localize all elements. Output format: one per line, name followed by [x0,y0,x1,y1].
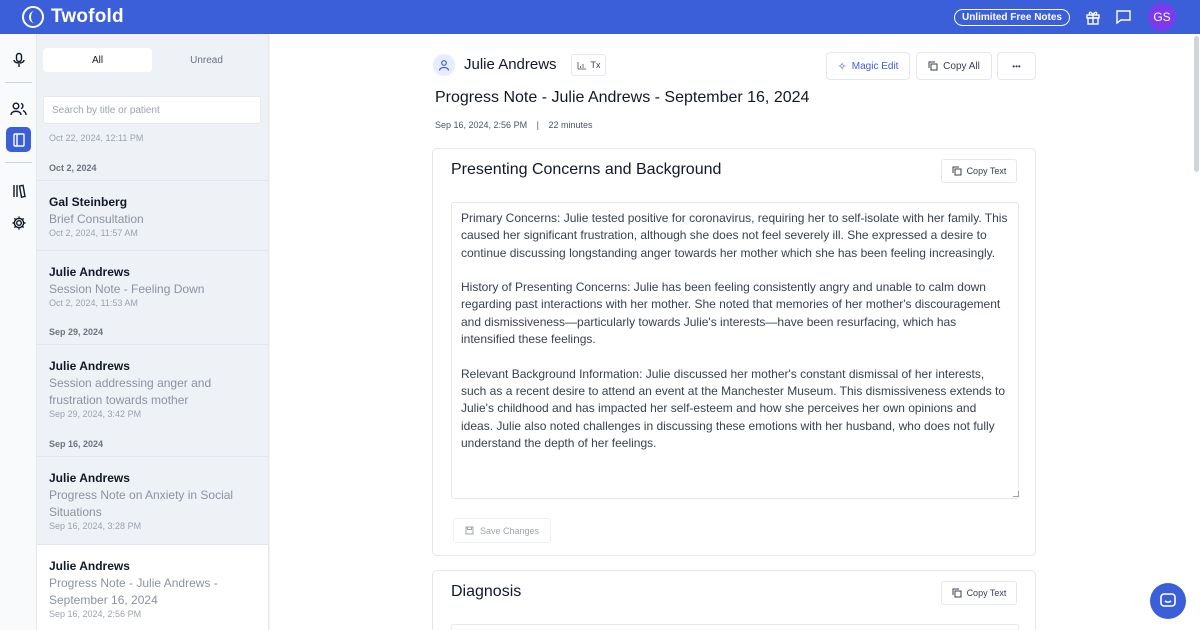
filter-tabs [43,48,261,72]
list-item-title: Session addressing anger and frustration towards mother [49,376,212,407]
list-item-patient: Julie Andrews [49,559,130,573]
meta-separator: | [536,120,539,130]
copy-icon [952,166,962,176]
list-item-time: Sep 16, 2024, 2:56 PM [49,609,142,619]
list-item-time: Oct 2, 2024, 11:53 AM [49,298,138,308]
unlimited-free-notes-badge[interactable]: Unlimited Free Notes [954,9,1070,26]
list-item-patient: Julie Andrews [49,471,130,485]
twofold-logo-icon [22,6,44,28]
list-item-time: Sep 29, 2024, 3:42 PM [49,409,142,419]
note-body-textarea[interactable]: Primary Concerns: Julie tested positive for coronavirus, requiring her to self-isolate with her family. This caused her significant frustration, although she does not feel severely ill. She expressed a desire to continue discussing longstanding anger towards her mother which she has been feeling increasingly. History of Presenting Concerns: Julie has been feeling consistently angry and unable to calm down regarding past interactions with her mother. She noted that memories of her mother's discouragement and dismissiveness—particularly towards Julie's interests—have been resurfacing, which has intensified these feelings. Relevant Background Information: Julie discussed her mother's constant dismissal of her interests, such as a recent desire to attend an event at the Manchester Museum. This dismissiveness extends to Julie's childhood and has impacted her self-esteem and how she perceives her own opinions and ideas. Julie also noted challenges in discussing these emotions with her husband, who does not fully understand the depth of her feelings. [451,202,1019,499]
notebook-icon[interactable] [6,127,31,152]
user-avatar[interactable]: GS [1148,3,1176,31]
tab-all[interactable]: All [43,48,152,72]
tx-button[interactable] [571,54,606,76]
note-body-textarea[interactable] [451,624,1019,630]
copy-text-label: Copy Text [966,588,1007,598]
message-icon[interactable] [1114,8,1132,26]
brand-name: Twofold [51,6,124,27]
list-item-patient: Julie Andrews [49,265,130,279]
list-item-time: Oct 22, 2024, 12:11 PM [49,133,144,143]
icon-rail [0,34,37,630]
date-group-header: Sep 29, 2024 [49,327,104,337]
magic-wand-icon: ✧ [837,60,847,73]
note-title: Progress Note - Julie Andrews - September 16, 2024 [435,89,810,106]
copy-all-label: Copy All [943,60,980,72]
section-heading: Presenting Concerns and Background [451,161,722,178]
note-duration: 22 minutes [548,120,593,130]
patient-name[interactable]: Julie Andrews [464,56,557,73]
copy-all-button[interactable] [916,52,992,80]
brand[interactable] [22,6,124,28]
save-changes-button[interactable] [453,518,551,543]
copy-icon [928,61,938,71]
tx-label: Tx [590,60,601,70]
chat-icon [1159,592,1177,610]
section-card [432,570,1036,630]
list-item-title: Session Note - Feeling Down [49,282,205,296]
magic-edit-button[interactable] [826,52,910,80]
rail-divider [5,82,32,83]
copy-text-button[interactable] [941,159,1017,183]
save-changes-label: Save Changes [479,525,540,536]
save-icon [465,526,474,535]
patient-icon [433,54,455,76]
section-card [432,148,1036,556]
copy-text-button[interactable] [941,581,1017,605]
list-item-time: Oct 2, 2024, 11:57 AM [49,228,138,238]
tab-unread[interactable]: Unread [190,54,223,66]
list-item-selected[interactable] [37,544,268,630]
chat-widget-button[interactable] [1150,583,1186,619]
list-item-patient: Julie Andrews [49,359,130,373]
more-options-button[interactable]: ••• [997,52,1036,80]
notes-list [37,34,269,630]
users-icon[interactable] [6,96,31,121]
gear-icon[interactable] [6,210,31,235]
copy-icon [952,588,962,598]
magic-edit-label: Magic Edit [851,60,899,72]
list-item-patient: Gal Steinberg [49,195,128,209]
list-item-title: Brief Consultation [49,212,144,226]
library-icon[interactable] [6,178,31,203]
list-item[interactable] [37,180,268,250]
list-item[interactable] [37,344,268,434]
resize-handle[interactable] [1013,491,1019,497]
date-group-header: Oct 2, 2024 [49,163,97,173]
list-item-title: Progress Note - Julie Andrews - September 16, 2024 [49,576,218,607]
scrollbar[interactable] [1194,36,1199,172]
rail-divider [5,162,32,163]
section-heading: Diagnosis [451,583,522,600]
list-item-title: Progress Note on Anxiety in Social Situations [49,488,234,519]
search-input[interactable] [43,96,261,124]
list-item-time: Sep 16, 2024, 3:28 PM [49,521,142,531]
list-item[interactable] [37,250,268,320]
list-item[interactable] [37,456,268,544]
microphone-icon[interactable] [6,47,31,72]
top-bar [0,0,1200,34]
note-meta [435,120,592,130]
date-group-header: Sep 16, 2024 [49,439,104,449]
gift-icon[interactable] [1084,8,1102,26]
note-date: Sep 16, 2024, 2:56 PM [435,120,528,130]
copy-text-label: Copy Text [966,166,1007,176]
